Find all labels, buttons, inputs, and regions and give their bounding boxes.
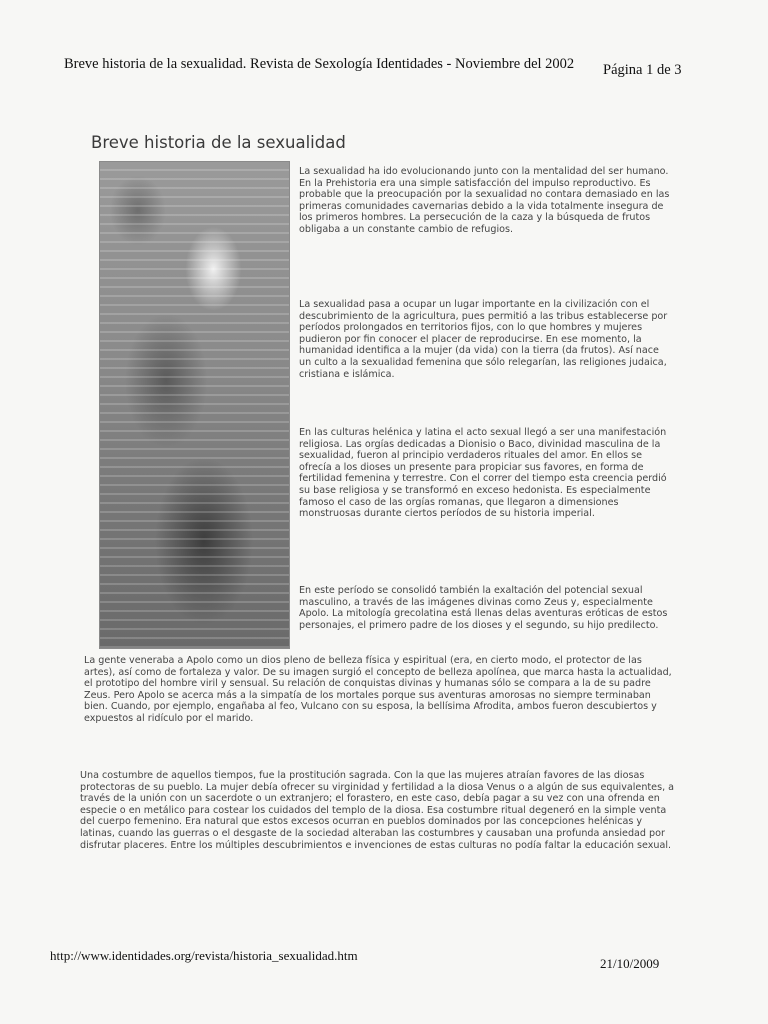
page-number: Página 1 de 3 [603, 62, 682, 78]
page-header-title: Breve historia de la sexualidad. Revista de Sexología Identidades - Noviembre del 2002 [64, 56, 575, 72]
article-paragraph: La sexualidad pasa a ocupar un lugar importante en la civilización con el descubrimiento de la agricultura, pues permitió a las tribus establecerse por períodos prolongados en territorios fijos, con lo que hombres y mujeres pudieron por fin conocer el placer de reproducirse. En ese momento, la humanidad identifica a la mujer (da vida) con la tierra (da frutos). Así nace un culto a la sexualidad femenina que sólo relegarían, las religiones judaica, cristiana e islámica. [299, 299, 668, 380]
article-photo [99, 161, 290, 649]
footer-url: http://www.identidades.org/revista/historia_sexualidad.htm [50, 948, 358, 963]
article-paragraph: En las culturas helénica y latina el acto sexual llegó a ser una manifestación religiosa. Las orgías dedicadas a Dionisio o Baco, divinidad masculina de la sexualidad, fueron al principio verdaderos rituales del amor. En ellos se ofrecía a los dioses un presente para propiciar sus favores, en forma de fertilidad femenina y terrestre. Con el correr del tiempo esta creencia perdió su base religiosa y se transformó en exceso hedonista. Es especialmente famoso el caso de las orgías romanas, que llegaron a dimensiones monstruosas durante ciertos períodos de su historia imperial. [299, 427, 667, 520]
article-paragraph: La gente veneraba a Apolo como un dios pleno de belleza física y espiritual (era, en cierto modo, el protector de las artes), así como de fortaleza y valor. De su imagen surgió el concepto de belleza apolínea, que marca hasta la actualidad, el prototipo del hombre viril y sensual. Su relación de conquistas divinas y humanas sólo se compara a la de su padre Zeus. Pero Apolo se acerca más a la simpatía de los mortales porque sus aventuras amorosas no siempre terminaban bien. Cuando, por ejemplo, engañaba al feo, Vulcano con su esposa, la bellísima Afrodita, ambos fueron descubiertos y expuestos al ridículo por el marido. [84, 655, 672, 724]
article-paragraph: La sexualidad ha ido evolucionando junto con la mentalidad del ser humano. En la Prehistoria era una simple satisfacción del impulso reproductivo. Es probable que la preocupación por la sexualidad no contara demasiado en las primeras comunidades cavernarias debido a la vida totalmente insegura de los primeros hombres. La persecución de la caza y la búsqueda de frutos obligaba a un constante cambio de refugios. [299, 166, 670, 235]
article-paragraph: En este período se consolidó también la exaltación del potencial sexual masculino, a través de las imágenes divinas como Zeus y, especialmente Apolo. La mitología grecolatina está llenas delas aventuras eróticas de estos personajes, el primero padre de los dioses y el segundo, su hijo predilecto. [299, 585, 668, 631]
footer-date: 21/10/2009 [600, 956, 660, 971]
article-paragraph: Una costumbre de aquellos tiempos, fue la prostitución sagrada. Con la que las mujeres atraían favores de las diosas protectoras de su pueblo. La mujer debía ofrecer su virginidad y fertilidad a la diosa Venus o a algún de sus equivalentes, a través de la unión con un sacerdote o un extranjero; el forastero, en este caso, debía pagar a su vez con una ofrenda en especie o en metálico para costear los cuidados del templo de la diosa. Esa costumbre ritual degeneró en la simple venta del cuerpo femenino. Era natural que estos excesos ocurran en pueblos dominados por las concepciones helénicas y latinas, cuando las guerras o el desgaste de la sociedad alteraban las costumbres y causaban una profunda ansiedad por disfrutar placeres. Entre los múltiples descubrimientos e invenciones de estas culturas no podía faltar la educación sexual. [80, 770, 675, 851]
article-title: Breve historia de la sexualidad [91, 133, 346, 152]
